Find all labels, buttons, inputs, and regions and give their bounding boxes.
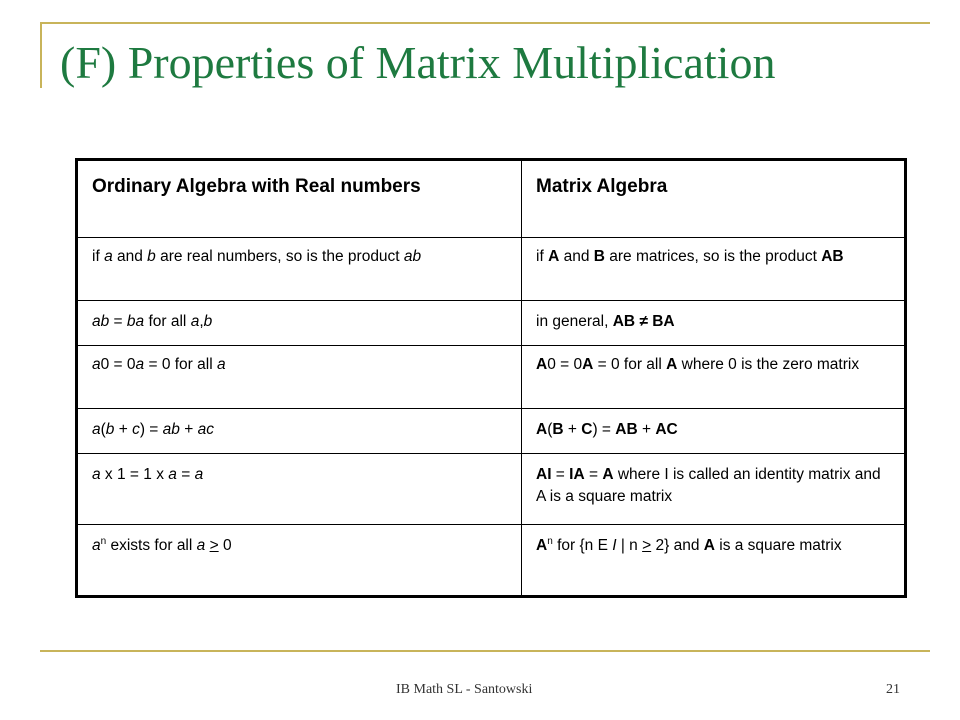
ordinary-identity-cell: a x 1 = 1 x a = a — [77, 454, 522, 525]
ordinary-closure-cell: if a and b are real numbers, so is the product ab — [77, 238, 522, 301]
matrix-commutative-cell: in general, AB ≠ BA — [522, 301, 906, 346]
header-matrix-algebra: Matrix Algebra — [522, 160, 906, 238]
table-row — [77, 525, 906, 597]
matrix-zero-cell: A0 = 0A = 0 for all A where 0 is the zero matrix — [522, 346, 906, 409]
table-row — [77, 301, 906, 346]
properties-table — [75, 158, 907, 598]
top-rule — [40, 22, 930, 24]
slide-title: (F) Properties of Matrix Multiplication — [60, 37, 776, 88]
table-header-row — [77, 160, 906, 238]
ordinary-distributive-cell: a(b + c) = ab + ac — [77, 409, 522, 454]
table-row — [77, 238, 906, 301]
header-ordinary-algebra: Ordinary Algebra with Real numbers — [77, 160, 522, 238]
ordinary-zero-cell: a0 = 0a = 0 for all a — [77, 346, 522, 409]
table-row — [77, 409, 906, 454]
slide-number: 21 — [886, 682, 900, 697]
matrix-identity-cell: AI = IA = A where I is called an identity matrix and A is a square matrix — [522, 454, 906, 525]
bottom-rule — [40, 650, 930, 652]
table-row — [77, 346, 906, 409]
table-row — [77, 454, 906, 525]
matrix-power-cell: $A^n$ for {n E I | n > 2} and A is a square matrix — [522, 525, 906, 597]
matrix-distributive-cell: A(B + C) = AB + AC — [522, 409, 906, 454]
left-rule — [40, 22, 42, 88]
footer-course-label: IB Math SL - Santowski — [396, 682, 533, 697]
matrix-closure-cell: if A and B are matrices, so is the product AB — [522, 238, 906, 301]
ordinary-commutative-cell: ab = ba for all a,b — [77, 301, 522, 346]
ordinary-power-cell: $a^n$ exists for all a > 0 — [77, 525, 522, 597]
